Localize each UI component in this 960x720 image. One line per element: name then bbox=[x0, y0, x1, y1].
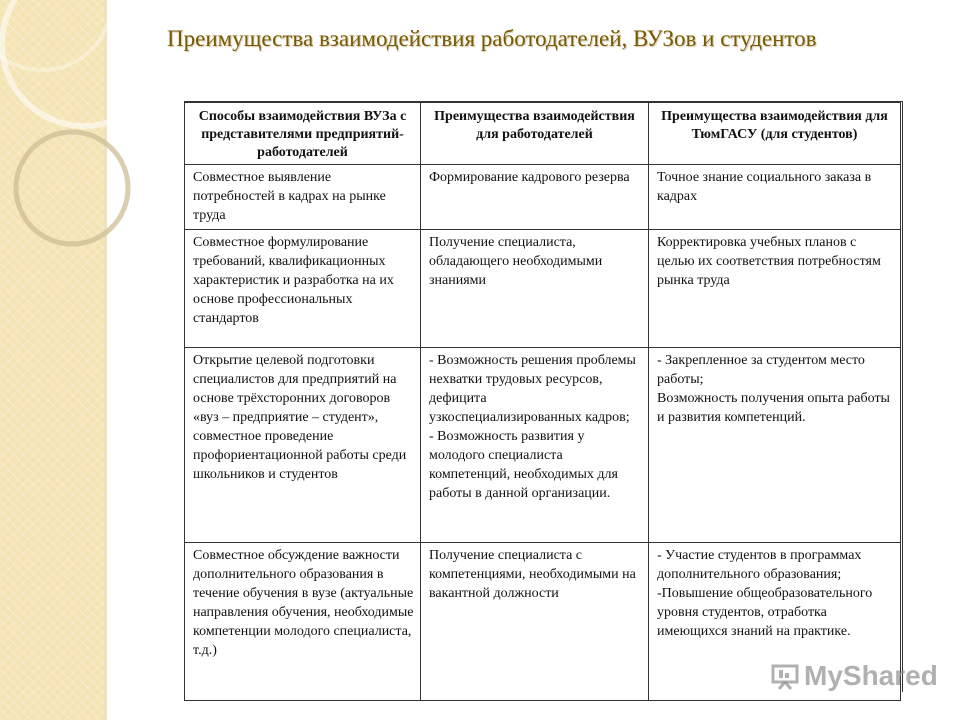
cell-method: Совместное выявление потребностей в кадрах на рынке труда bbox=[185, 165, 421, 230]
student-benefit-item: - Закрепленное за студентом место работы; bbox=[657, 353, 865, 387]
cell-employer-benefit bbox=[421, 348, 649, 543]
watermark-text: MyShared bbox=[804, 660, 938, 691]
decorative-ring-large bbox=[2, 0, 166, 126]
cell-method: Открытие целевой подготовки специалистов для предприятий на основе трёхсторонних договоров «вуз – предприятие – студент», совместное проведение профориентационной работы среди школьников и студентов bbox=[185, 348, 421, 543]
cell-employer-benefit: Формирование кадрового резерва bbox=[421, 165, 649, 230]
table-row bbox=[185, 230, 901, 348]
slide-title: Преимущества взаимодействия работодателей, ВУЗов и студентов bbox=[167, 26, 817, 51]
cell-employer-benefit: Получение специалиста с компетенциями, необходимыми на вакантной должности bbox=[421, 543, 649, 701]
cell-student-benefit: Корректировка учебных планов с целью их соответствия потребностям рынка труда bbox=[649, 230, 901, 348]
cell-student-benefit bbox=[649, 348, 901, 543]
table-header-row bbox=[185, 103, 901, 165]
student-benefit-item: Возможность получения опыта работы и развития компетенций. bbox=[657, 391, 890, 425]
decorative-ring-middle bbox=[16, 132, 128, 244]
student-benefit-item: - Участие студентов в программах дополнительного образования; bbox=[657, 548, 862, 582]
student-benefit-item: -Повышение общеобразовательного уровня студентов, отработка имеющихся знаний на практике. bbox=[657, 586, 873, 639]
employer-benefit-item: - Возможность решения проблемы нехватки трудовых ресурсов, дефицита узкоспециализированных кадров; bbox=[429, 353, 636, 425]
header-methods: Способы взаимодействия ВУЗа с представителями предприятий-работодателей bbox=[185, 103, 421, 165]
table-row bbox=[185, 348, 901, 543]
presentation-screen-icon bbox=[770, 661, 800, 691]
table-row bbox=[185, 165, 901, 230]
header-employer-benefits: Преимущества взаимодействия для работодателей bbox=[421, 103, 649, 165]
cell-method: Совместное формулирование требований, квалификационных характеристик и разработка на их основе профессиональных стандартов bbox=[185, 230, 421, 348]
cell-student-benefit: Точное знание социального заказа в кадрах bbox=[649, 165, 901, 230]
cell-employer-benefit: Получение специалиста, обладающего необходимыми знаниями bbox=[421, 230, 649, 348]
table-scan bbox=[184, 101, 903, 692]
comparison-table bbox=[184, 102, 901, 701]
cell-method: Совместное обсуждение важности дополнительного образования в течение обучения в вузе (актуальные направления обучения, необходимые компетенции молодого специалиста, т.д.) bbox=[185, 543, 421, 701]
watermark bbox=[770, 658, 938, 694]
decorative-ring-top bbox=[0, 0, 112, 70]
employer-benefit-item: - Возможность развития у молодого специалиста компетенций, необходимых для работы в данной организации. bbox=[429, 429, 618, 501]
header-student-benefits: Преимущества взаимодействия для ТюмГАСУ (для студентов) bbox=[649, 103, 901, 165]
